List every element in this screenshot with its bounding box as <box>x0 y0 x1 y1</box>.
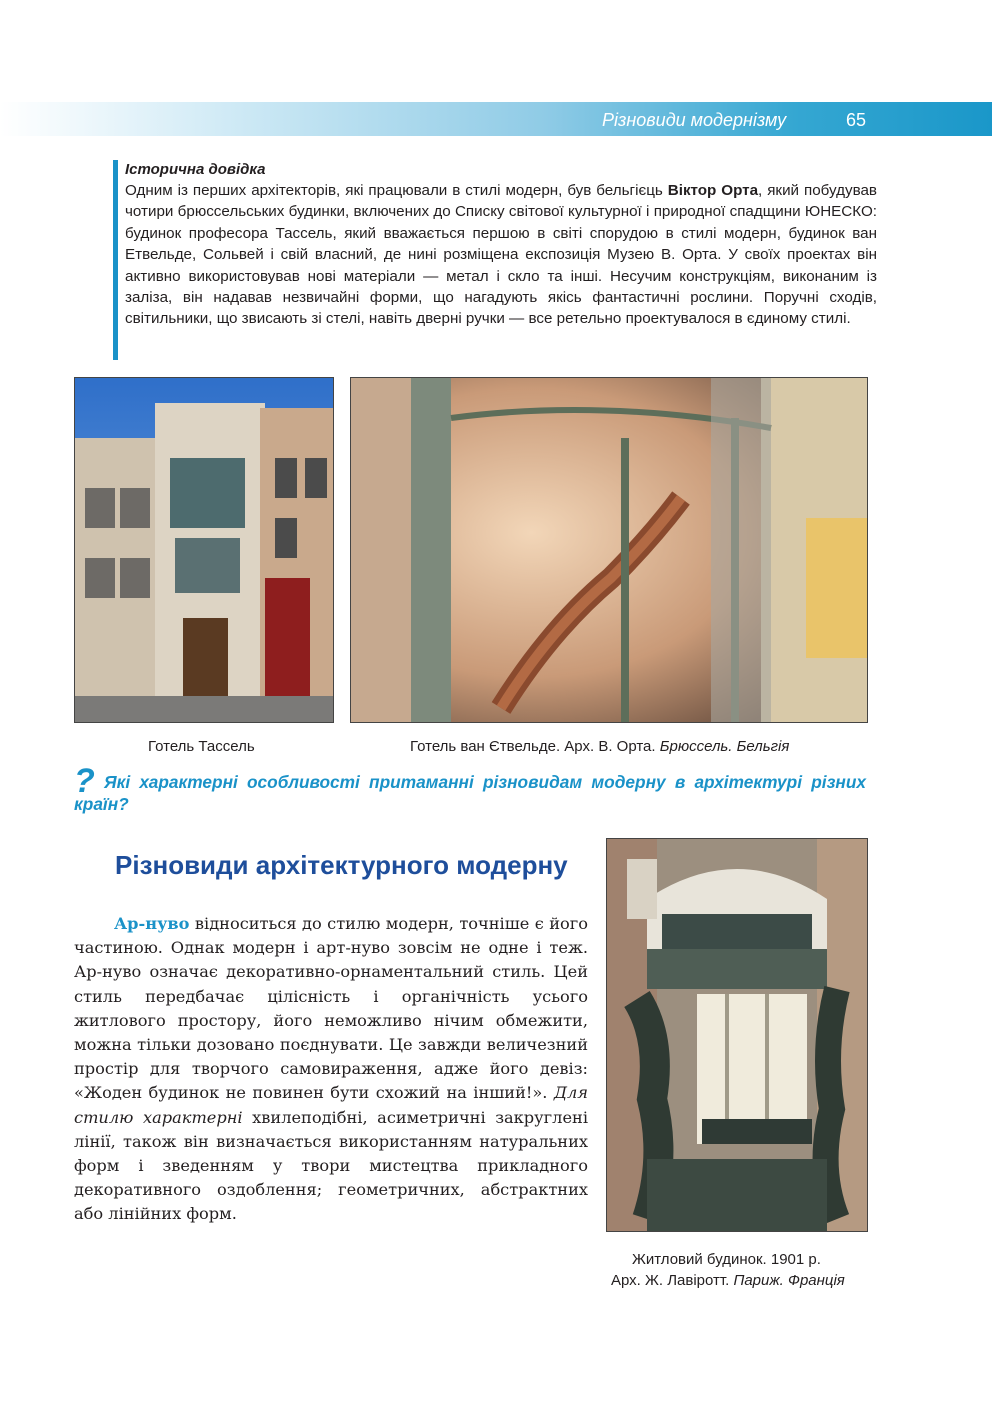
caption-residential-line2 <box>611 1271 845 1291</box>
caption-main: Готель ван Єтвельде. Арх. В. Орта. <box>410 738 660 755</box>
section-heading: Різновиди архітектурного модерну <box>115 850 568 880</box>
reference-text <box>125 180 877 330</box>
caption-hotel-van-eetvelde <box>410 737 789 757</box>
reference-text-part: Одним із перших архітекторів, які працювали в стилі модерн, був бельгієць <box>125 182 668 199</box>
caption-place: Париж. Франція <box>733 1272 845 1289</box>
hotel-van-eetvelde-photo <box>350 377 868 723</box>
caption-residential-line1: Житловий будинок. 1901 р. <box>632 1251 821 1268</box>
historical-reference-box <box>113 160 877 360</box>
running-title: Різновиди модернізму <box>602 110 787 130</box>
reference-title: Історична довідка <box>125 161 266 178</box>
page-number: 65 <box>846 110 867 130</box>
body-text-italic: Для стилю характерні <box>74 1083 588 1127</box>
term-art-nouveau: Ар-нуво <box>114 914 190 933</box>
header-band <box>0 102 992 136</box>
section-body-text <box>74 912 588 1227</box>
hotel-tassel-photo <box>74 377 334 723</box>
caption-hotel-tassel: Готель Тассель <box>148 738 255 755</box>
question-text: Які характерні особливості притаманні різновидам модерну в архітектурі різних країн? <box>74 772 866 814</box>
body-text-part: хвилеподібні, асиметричні закруглені лінії, також він визначається використанням натуральних форм і зведенням у твори мистецтва прикладного декоративного оздоблення; геометричних, абстрактних або лінійних форм. <box>74 1107 588 1224</box>
question-block <box>74 762 866 815</box>
question-mark-icon: ? <box>74 762 95 800</box>
caption-main: Арх. Ж. Лавіротт. <box>611 1272 734 1289</box>
body-text-part: відноситься до стилю модерн, точніше є його частиною. Однак модерн і арт-нуво зовсім не одне і теж. Ар-нуво означає декоративно-орнаментальний стиль. Цей стиль передбачає цілісність і органічність усього житлового простору, його неможливо нічим обмежити, можна тільки дозовано поєднувати. Це завжди величезний простір для творчого самовираження, адже його девіз: «Жоден будинок не повинен бути схожий на інший!». <box>74 914 588 1103</box>
residential-building-photo <box>606 838 868 1232</box>
caption-place: Брюссель. Бельгія <box>659 738 790 755</box>
reference-text-part: , який побудував чотири брюссельських будинки, включених до Списку світової культурної і природної спадщини ЮНЕСКО: будинок професора Тассель, який вважається першою в світі спорудою в стилі модерн, будинок ван Етвельде, Сольвей і свій власний, де нині розміщена експозиція Музею В. Орта. У своїх проектах він активно використовував нові матеріали — метал і скло та інші. Несучим конструкціям, виконаним із заліза, він надавав незвичайні форми, що нагадують якісь фантастичні рослини. Поручні сходів, світильники, що звисають зі стелі, навіть дверні ручки — все ретельно проектувалося в єдиному стилі. <box>125 182 877 328</box>
architect-name: Віктор Орта <box>667 182 759 199</box>
